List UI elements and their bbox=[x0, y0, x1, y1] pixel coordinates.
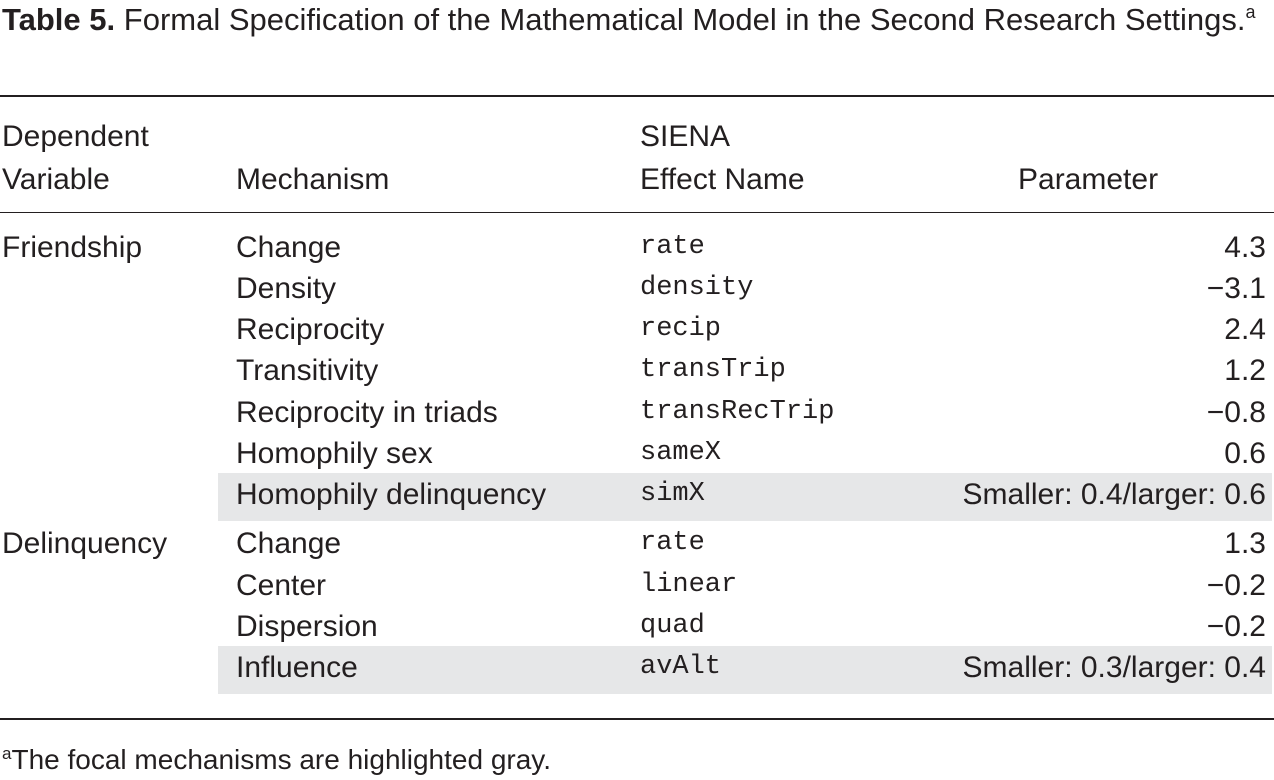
cell-effect-name: linear bbox=[640, 570, 738, 600]
header-dependent-line2: Variable bbox=[2, 163, 110, 196]
cell-parameter: 4.3 bbox=[1224, 231, 1266, 264]
caption-note-mark: a bbox=[1245, 2, 1256, 22]
cell-parameter: −0.2 bbox=[1206, 610, 1266, 643]
cell-parameter: 1.2 bbox=[1224, 354, 1266, 387]
cell-mechanism: Change bbox=[236, 527, 342, 560]
cell-effect-name: simX bbox=[640, 479, 705, 509]
cell-mechanism: Dispersion bbox=[236, 610, 378, 643]
cell-mechanism: Homophily sex bbox=[236, 437, 433, 470]
cell-parameter: 1.3 bbox=[1224, 527, 1266, 560]
cell-effect-name: rate bbox=[640, 528, 705, 558]
cell-parameter: −0.2 bbox=[1206, 569, 1266, 602]
cell-parameter: Smaller: 0.3/larger: 0.4 bbox=[962, 651, 1266, 684]
cell-dependent-variable: Delinquency bbox=[2, 527, 168, 560]
cell-mechanism: Change bbox=[236, 231, 342, 264]
cell-effect-name: quad bbox=[640, 611, 705, 641]
top-rule bbox=[0, 95, 1274, 97]
cell-effect-name: density bbox=[640, 273, 754, 303]
cell-mechanism: Transitivity bbox=[236, 354, 379, 387]
cell-parameter: Smaller: 0.4/larger: 0.6 bbox=[962, 478, 1266, 511]
cell-effect-name: avAlt bbox=[640, 652, 722, 682]
cell-mechanism: Reciprocity in triads bbox=[236, 396, 498, 429]
cell-effect-name: recip bbox=[640, 314, 722, 344]
bottom-rule bbox=[0, 718, 1274, 720]
header-dependent-line1: Dependent bbox=[2, 120, 149, 153]
cell-parameter: −0.8 bbox=[1206, 396, 1266, 429]
header-effect-line1: SIENA bbox=[640, 120, 731, 153]
table-caption bbox=[2, 0, 1270, 40]
cell-parameter: 0.6 bbox=[1224, 437, 1266, 470]
table-footnote bbox=[2, 740, 551, 780]
cell-parameter: 2.4 bbox=[1224, 313, 1266, 346]
cell-mechanism: Reciprocity bbox=[236, 313, 385, 346]
cell-mechanism: Influence bbox=[236, 651, 358, 684]
cell-effect-name: transRecTrip bbox=[640, 397, 835, 427]
header-parameter: Parameter bbox=[1018, 163, 1159, 196]
table-label: Table 5. bbox=[2, 2, 116, 37]
cell-parameter: −3.1 bbox=[1206, 272, 1266, 305]
cell-dependent-variable: Friendship bbox=[2, 231, 143, 264]
header-rule bbox=[0, 212, 1274, 213]
header-mechanism: Mechanism bbox=[236, 163, 390, 196]
cell-effect-name: transTrip bbox=[640, 355, 786, 385]
header-effect-line2: Effect Name bbox=[640, 163, 805, 196]
cell-effect-name: sameX bbox=[640, 438, 722, 468]
cell-mechanism: Density bbox=[236, 272, 337, 305]
footnote-text: The focal mechanisms are highlighted gray. bbox=[11, 744, 552, 775]
footnote-mark: a bbox=[2, 744, 12, 763]
cell-mechanism: Homophily delinquency bbox=[236, 478, 547, 511]
table-title: Formal Specification of the Mathematical Model in the Second Research Settings. bbox=[123, 2, 1246, 37]
cell-effect-name: rate bbox=[640, 232, 705, 262]
cell-mechanism: Center bbox=[236, 569, 327, 602]
